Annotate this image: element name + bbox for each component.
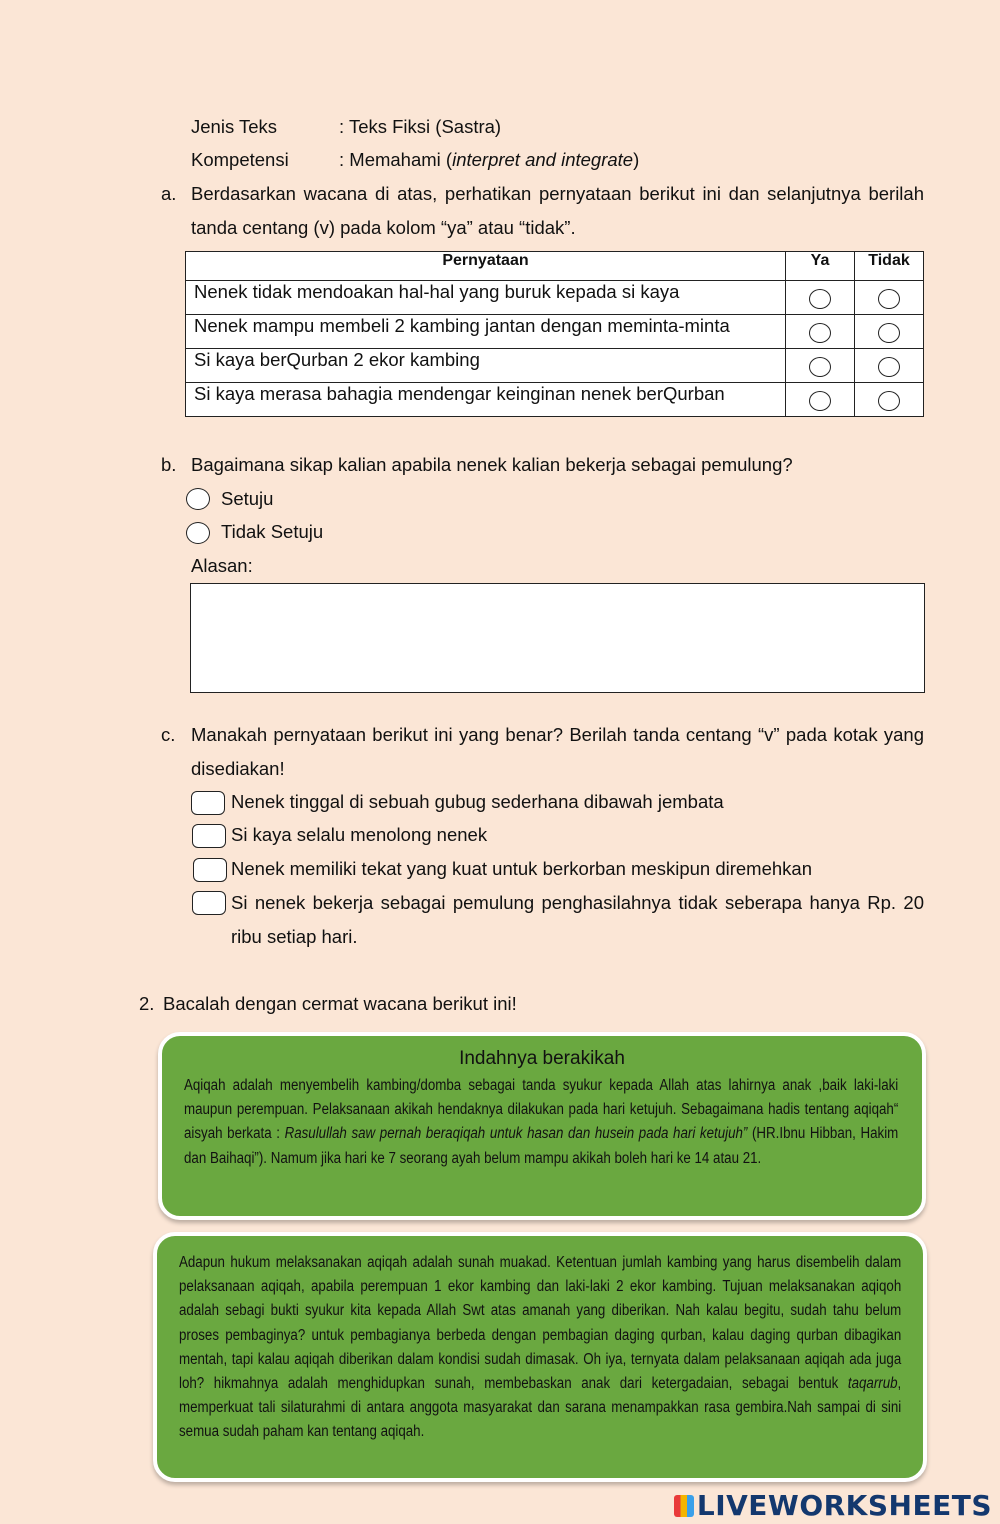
kompetensi-value: : Memahami (interpret and integrate) xyxy=(339,149,640,170)
kompetensi-label: Kompetensi xyxy=(191,149,289,170)
header-ya: Ya xyxy=(786,252,855,281)
statement-text: Nenek mampu membeli 2 kambing jantan dengan meminta-minta xyxy=(186,315,786,349)
statement-table xyxy=(185,251,924,417)
part-c-marker: c. xyxy=(161,724,176,745)
liveworksheets-logo: LIVEWORKSHEETS xyxy=(674,1489,992,1522)
part-c-option: Nenek memiliki tekat yang kuat untuk berkorban meskipun diremehkan xyxy=(231,858,812,879)
statement-text: Nenek tidak mendoakan hal-hal yang buruk kepada si kaya xyxy=(186,281,786,315)
setuju-radio[interactable] xyxy=(186,488,210,510)
table-row xyxy=(186,315,924,349)
part-c-option: Si nenek bekerja sebagai pemulung penghasilahnya tidak seberapa hanya Rp. 20 ribu setiap hari. xyxy=(231,892,924,947)
ya-radio-3[interactable] xyxy=(809,357,831,377)
reading-paragraph-1: Aqiqah adalah menyembelih kambing/domba sebagai tanda syukur kepada Allah atas lahirnya anak ,baik laki-laki maupun perempuan. Pelaksanaan akikah hendaknya dilakukan pada hari ketujuh. Sebagaimana hadis tentang aqiqah“ aisyah berkata : Rasulullah saw pernah beraqiqah untuk hasan dan husein pada hari ketujuh” (HR.Ibnu Hibban, Hakim dan Baihaqi”). Namum jika hari ke 7 seorang ayah belum mampu akikah boleh hari ke 14 atau 21. xyxy=(184,1077,899,1167)
part-b-question: Bagaimana sikap kalian apabila nenek kalian bekerja sebagai pemulung? xyxy=(191,454,793,475)
jenis-teks-label: Jenis Teks xyxy=(191,116,278,137)
part-b-marker: b. xyxy=(161,454,177,475)
liveworksheets-logo-icon xyxy=(674,1495,694,1517)
reading-title: Indahnya berakikah xyxy=(459,1048,625,1069)
ya-radio-4[interactable] xyxy=(809,391,831,411)
option-checkbox-1[interactable] xyxy=(191,791,225,815)
section-2-instruction: Bacalah dengan cermat wacana berikut ini! xyxy=(163,993,517,1014)
option-checkbox-3[interactable] xyxy=(193,858,227,882)
reading-box-1 xyxy=(158,1032,926,1220)
table-row xyxy=(186,349,924,383)
option-checkbox-4[interactable] xyxy=(192,891,226,915)
tidak-radio-3[interactable] xyxy=(878,357,900,377)
option-checkbox-2[interactable] xyxy=(192,824,226,848)
part-c-question: Manakah pernyataan berikut ini yang benar? Berilah tanda centang “v” pada kotak yang disediakan! xyxy=(191,724,924,779)
section-2-marker: 2. xyxy=(139,993,155,1014)
tidak-radio-1[interactable] xyxy=(878,289,900,309)
setuju-label: Setuju xyxy=(221,488,274,509)
part-c-option: Si kaya selalu menolong nenek xyxy=(231,824,488,845)
tidak-setuju-radio[interactable] xyxy=(186,522,210,544)
tidak-setuju-label: Tidak Setuju xyxy=(221,521,324,542)
ya-radio-1[interactable] xyxy=(809,289,831,309)
header-tidak: Tidak xyxy=(855,252,924,281)
tidak-radio-4[interactable] xyxy=(878,391,900,411)
reading-paragraph-2: Adapun hukum melaksanakan aqiqah adalah sunah muakad. Ketentuan jumlah kambing yang harus disembelih dalam pelaksanaan aqiqah, apabila perempuan 1 ekor kambing dan laki-laki 2 ekor kambing. Tujuan melaksanakan aqiqoh adalah sebagi bukti syukur kita kepada Allah Swt atas amanah yang diberikan. Nah kalau begitu, sudah tahu belum proses pembaginya? untuk pembagianya berbeda dengan pembagian daging qurban, kalau daging qurban dibagikan mentah, tapi kalau aqiqah diberikan dalam kondisi sudah dimasak. Oh iya, ternyata dalam pelaksanaan aqiqah ada juga loh? hikmahnya adalah menghidupkan sunah, membebaskan anak dari ketergadaian, sebagai bentuk taqarrub, memperkuat tali silaturahmi di antara anggota masyarakat dan sarana menampakkan rasa gembira.Nah sampai di sini semua sudah paham kan tentang aqiqah. xyxy=(179,1254,902,1441)
alasan-input[interactable] xyxy=(190,583,925,693)
statement-text: Si kaya merasa bahagia mendengar keinginan nenek berQurban xyxy=(186,383,786,417)
jenis-teks-value: : Teks Fiksi (Sastra) xyxy=(339,116,502,137)
table-row xyxy=(186,383,924,417)
tidak-radio-2[interactable] xyxy=(878,323,900,343)
part-a-marker: a. xyxy=(161,183,177,204)
reading-box-2 xyxy=(153,1232,927,1482)
part-c-option: Nenek tinggal di sebuah gubug sederhana dibawah jembata xyxy=(231,791,724,812)
ya-radio-2[interactable] xyxy=(809,323,831,343)
statement-text: Si kaya berQurban 2 ekor kambing xyxy=(186,349,786,383)
header-pernyataan: Pernyataan xyxy=(186,252,786,281)
table-row xyxy=(186,281,924,315)
alasan-label: Alasan: xyxy=(191,555,253,576)
part-a-instruction: Berdasarkan wacana di atas, perhatikan pernyataan berikut ini dan selanjutnya berilah tanda centang (v) pada kolom “ya” atau “tidak”. xyxy=(191,183,924,238)
